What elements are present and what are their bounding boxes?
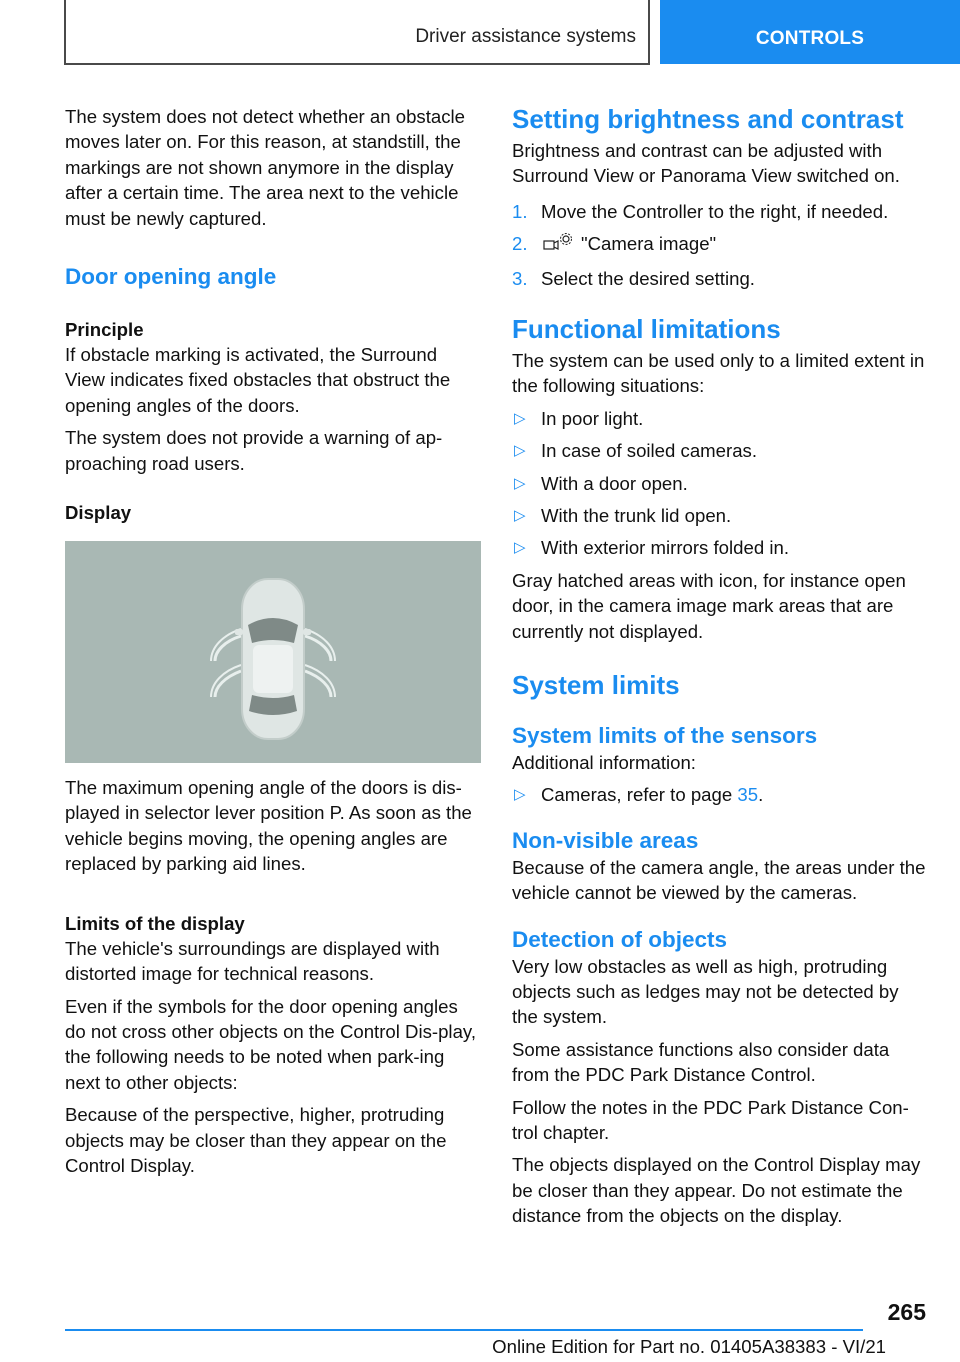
intro-paragraph: The system does not detect whether an obstacle moves later on. For this reason, at standstill, the markings are not shown anymore in the display after a certain time. The area next to the vehicle must be newly captured. [65,106,465,229]
gray-hatched-paragraph: Gray hatched areas with icon, for instance open door, in the camera image mark areas that are currently not displayed. [512,569,906,642]
bullet-triangle-icon: ▷ [514,506,526,524]
limits-paragraph-2: Even if the symbols for the door opening angles do not cross other objects on the Control Dis‐play, the following needs to be noted when park‐ing next to other objects: [65,995,476,1093]
step-text: Move the Controller to the right, if needed. [541,200,889,222]
footer-rule [65,1329,863,1331]
non-visible-areas-heading: Non-visible areas [512,827,699,853]
list-item-text: With the trunk lid open. [541,504,732,526]
step-number: 3. [512,267,528,289]
step-text: Select the desired setting. [541,267,755,289]
list-item [512,406,926,431]
page-reference-link[interactable]: 35 [737,784,759,806]
bullet-triangle-icon: ▷ [514,442,526,460]
system-limits-heading: System limits [512,669,680,700]
bullet-triangle-icon: ▷ [514,474,526,492]
header-frame-bottom [64,63,650,65]
list-item-text: Cameras, refer to page [541,784,738,806]
brightness-paragraph: Brightness and contrast can be adjusted with Surround View or Panorama View switched on. [512,140,900,187]
list-item-text: With a door open. [541,472,688,494]
display-heading: Display [65,502,132,524]
principle-paragraph-2: The system does not provide a warning of ap‐proaching road users. [65,427,443,474]
list-item [512,438,926,463]
functional-paragraph: The system can be used only to a limited extent in the following situations: [512,349,925,397]
list-item [512,503,926,528]
list-item [512,535,926,560]
detection-paragraph-1: Very low obstacles as well as high, protruding objects such as ledges may not be detected by the system. [512,955,899,1028]
detection-paragraph-2: Some assistance functions also consider data from the PDC Park Distance Control. [512,1038,890,1086]
header-frame-right [648,0,650,64]
detection-paragraph-3: Follow the notes in the PDC Park Distance Con‐trol chapter. [512,1096,909,1144]
list-item-text: In case of soiled cameras. [541,440,757,462]
principle-paragraph-1: If obstacle marking is activated, the Surround View indicates fixed obstacles that obstruct the opening angles of the doors. [65,344,451,416]
list-item-punctuation: . [758,784,764,806]
car-top-view-illustration [65,541,481,763]
step-item [512,266,926,291]
detection-paragraph-4: The objects displayed on the Control Display may be closer than they appear. Do not estimate the distance from the objects on the display. [512,1154,921,1227]
section-title: Driver assistance systems [415,26,636,47]
limits-paragraph-3: Because of the perspective, higher, protruding objects may be closer than they appear on the Control Display. [65,1104,447,1176]
step-text: "Camera image" [581,233,717,255]
bullet-triangle-icon: ▷ [514,409,526,427]
limits-paragraph-1: The vehicle's surroundings are displayed with distorted image for technical reasons. [65,937,440,985]
limits-of-display-heading: Limits of the display [65,912,245,934]
list-item-text: With exterior mirrors folded in. [541,537,789,559]
step-number: 2. [512,233,528,255]
edition-text: Online Edition for Part no. 01405A38383 - VI/21 [492,1336,886,1357]
step-item [512,231,926,258]
list-item [512,782,926,807]
non-visible-paragraph: Because of the camera angle, the areas under the vehicle cannot be viewed by the cameras. [512,856,926,904]
sensors-paragraph: Additional information: [512,751,696,773]
detection-heading: Detection of objects [512,926,728,952]
functional-limitations-heading: Functional limitations [512,313,781,344]
page-number: 265 [887,1299,926,1325]
door-opening-heading: Door opening angle [65,264,277,290]
header-frame-left [64,0,66,64]
surround-view-figure [65,541,481,763]
list-item-text: In poor light. [541,407,644,429]
step-number: 1. [512,200,528,222]
right-column [512,104,926,1229]
step-item [512,199,926,224]
chapter-tab[interactable]: CONTROLS [660,0,960,64]
list-item [512,471,926,496]
bullet-triangle-icon: ▷ [514,539,526,557]
camera-settings-icon [541,232,581,258]
bullet-triangle-icon: ▷ [514,786,526,804]
principle-heading: Principle [65,319,144,341]
left-column [65,104,481,1178]
brightness-heading: Setting brightness and contrast [512,104,904,134]
sensor-limits-heading: System limits of the sensors [512,722,818,748]
display-paragraph: The maximum opening angle of the doors is dis‐played in selector lever position P. As soon as the vehicle begins moving, the opening angles are replaced by parking aid lines. [65,777,472,875]
